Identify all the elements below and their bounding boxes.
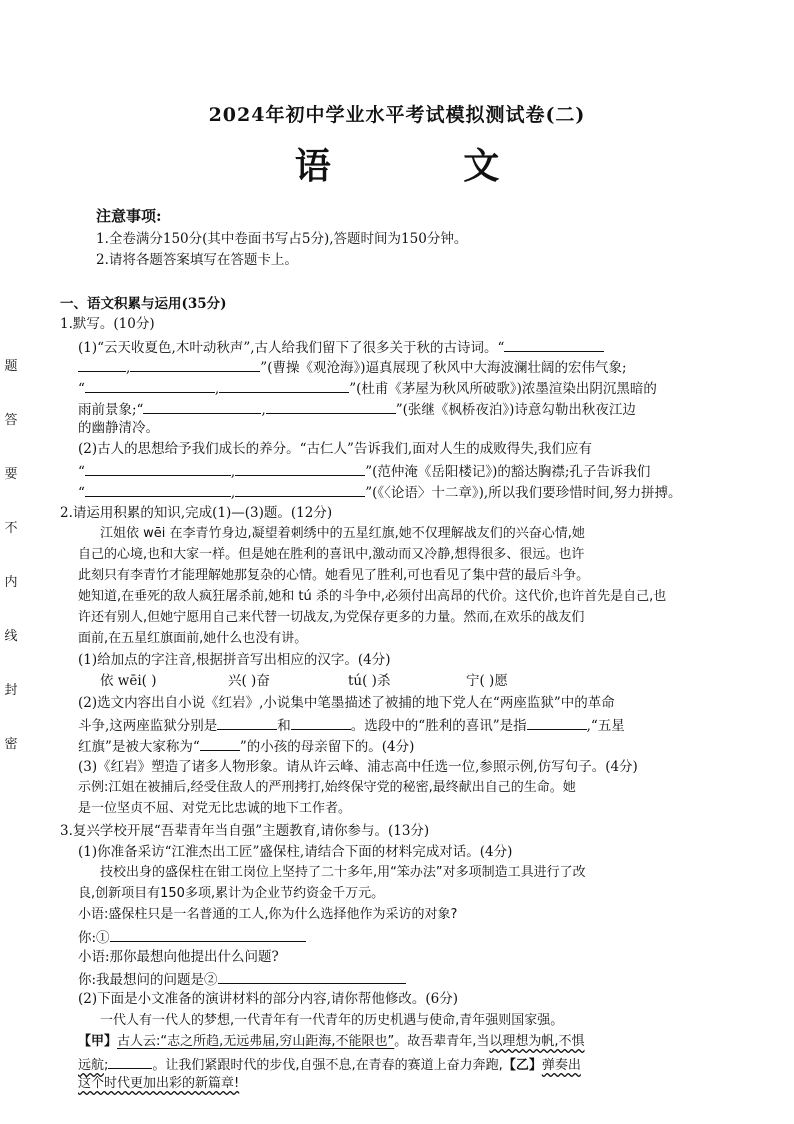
side-char: 内 xyxy=(4,575,18,590)
q3-text: ; xyxy=(104,1058,109,1073)
subject-title: 语 文 xyxy=(294,145,560,187)
q2-sub1: (1)给加点的字注音,根据拼音写出相应的汉字。(4分) xyxy=(78,652,391,668)
q3-dialogue: 小语:那你最想向他提出什么问题? xyxy=(78,949,279,965)
q3-material: 技校出身的盛保柱在钳工岗位上坚持了二十多年,用“笨办法”对多项制造工具进行了改 xyxy=(100,865,586,880)
side-char: 要 xyxy=(4,467,18,482)
side-char: 线 xyxy=(4,629,18,644)
q3-speech-line xyxy=(78,1054,581,1075)
q3-dialogue: 小语:盛保柱只是一名普通的工人,你为什么选择他作为采访的对象? xyxy=(78,907,458,922)
q1-text: (1)“云天收夏色,木叶动秋声”,古人给我们留下了很多关于秋的古诗词。“ xyxy=(78,340,505,356)
question-1-title: 1.默写。(10分) xyxy=(60,316,155,332)
q2-text: 红旗”是被大家称为“ xyxy=(78,739,200,755)
answer-blank[interactable] xyxy=(85,482,231,497)
answer-blank[interactable] xyxy=(235,482,365,497)
q3-sub1: (1)你准备采访“江淮杰出工匠”盛保柱,请结合下面的材料完成对话。(4分) xyxy=(78,844,513,860)
side-char: 密 xyxy=(4,737,18,752)
q2-pinyin-item[interactable]: tú( )杀 xyxy=(348,673,391,689)
q1-text: ”(范仲淹《岳阳楼记》)的豁达胸襟;孔子告诉我们 xyxy=(365,464,651,480)
q3-wavy: 远航 xyxy=(78,1058,105,1073)
answer-blank[interactable] xyxy=(218,969,406,984)
q2-passage: 她知道,在垂死的敌人疯狂屠杀前,她和 tú 杀的斗争中,必须付出高昂的代价。这代价,也许首先是自己,也 xyxy=(78,589,667,604)
answer-blank[interactable] xyxy=(108,1054,152,1069)
q1-comma: , xyxy=(230,464,236,480)
q2-passage: 许还有别人,但她宁愿用自己来代替一切战友,为党保存更多的力量。然而,在欢乐的战友们 xyxy=(78,610,585,625)
q1-text: ”(杜甫《茅屋为秋风所破歌》)浓墨渲染出阴沉黑暗的 xyxy=(349,381,657,397)
side-char: 题 xyxy=(4,359,18,374)
seal-line-notice xyxy=(2,360,20,792)
answer-blank[interactable] xyxy=(110,927,306,942)
q2-passage: 面前,在五星红旗面前,她什么也没有讲。 xyxy=(78,631,308,646)
q2-example: 示例:江姐在被捕后,经受住敌人的严刑拷打,始终保守党的秘密,最终献出自己的生命。她 xyxy=(78,780,576,795)
q3-text: 。故吾辈青年,当 xyxy=(394,1034,490,1049)
q3-dialogue-line xyxy=(78,969,406,989)
side-char: 封 xyxy=(4,683,18,698)
q1-text: ”(《〈论语〉十二章》),所以我们要珍惜时间,努力拼搏。 xyxy=(365,485,682,501)
answer-blank[interactable] xyxy=(78,357,126,372)
q3-wavy: 以理想为帆,不惧 xyxy=(489,1034,585,1049)
q2-text: 斗争,这两座监狱分别是 xyxy=(78,718,218,734)
q1-text: ”(曹操《观沧海》)逼真展现了秋风中大海波澜壮阔的宏伟气象; xyxy=(260,360,627,376)
q2-passage: 自己的心境,也和大家一样。但是她在胜利的喜讯中,激动而又冷静,想得很多、很远。也许 xyxy=(78,547,585,562)
section-title: 一、语文积累与运用(35分) xyxy=(60,296,227,312)
q1-comma: , xyxy=(214,381,220,397)
q1-text: “ xyxy=(78,381,85,397)
answer-blank[interactable] xyxy=(85,378,215,393)
q2-pinyin-item[interactable]: 兴( )奋 xyxy=(228,673,270,689)
q2-passage: 此刻只有李青竹才能理解她那复杂的心情。她看见了胜利,可也看见了集中营的最后斗争。 xyxy=(78,568,590,583)
answer-blank[interactable] xyxy=(200,736,240,751)
answer-blank[interactable] xyxy=(527,715,587,730)
q3-text: 你:① xyxy=(78,930,110,946)
q3-speech xyxy=(78,1075,239,1093)
answer-blank[interactable] xyxy=(85,461,231,476)
q3-material: 良,创新项目有150多项,累计为企业节约资金千万元。 xyxy=(78,886,385,901)
marker-jia: 【甲】 xyxy=(78,1034,118,1049)
q1-line xyxy=(78,337,604,357)
answer-blank[interactable] xyxy=(291,715,351,730)
q3-wavy: 弹奏出 xyxy=(541,1058,581,1073)
q2-sub2-line xyxy=(78,736,414,756)
q3-underlined: 古人云:“志之所趋,无远弗届,穷山距海,不能限也” xyxy=(117,1034,395,1049)
q2-pinyin-item[interactable]: 依 wēi( ) xyxy=(100,673,157,689)
marker-yi: 【乙】 xyxy=(502,1058,542,1073)
q2-pinyin-item[interactable]: 宁( )愿 xyxy=(466,673,508,689)
notice-item: 2.请将各题答案填写在答题卡上。 xyxy=(96,252,298,268)
q1-text: 雨前景象;“ xyxy=(78,402,144,418)
q1-line xyxy=(78,378,657,398)
question-2-title: 2.请运用积累的知识,完成(1)—(3)题。(12分) xyxy=(60,505,333,521)
side-char: 不 xyxy=(4,521,18,536)
question-3-title: 3.复兴学校开展“吾辈青年当自强”主题教育,请你参与。(13分) xyxy=(60,823,430,839)
q2-sub3: (3)《红岩》塑造了诸多人物形象。请从许云峰、浦志高中任选一位,参照示例,仿写句子。(4分) xyxy=(78,759,638,775)
answer-blank[interactable] xyxy=(143,399,261,414)
answer-blank[interactable] xyxy=(130,357,260,372)
answer-blank[interactable] xyxy=(504,337,604,352)
q2-text: ”的小孩的母亲留下的。(4分) xyxy=(239,739,415,755)
q2-text: 和 xyxy=(277,718,291,734)
q1-line: (2)古人的思想给予我们成长的养分。“古仁人”告诉我们,面对人生的成败得失,我们应有 xyxy=(78,441,593,457)
q2-sub2: (2)选文内容出自小说《红岩》,小说集中笔墨描述了被捕的地下党人在“两座监狱”中的革命 xyxy=(78,695,615,711)
q1-comma: , xyxy=(261,402,266,418)
q3-speech-line xyxy=(78,1033,585,1051)
q1-comma: , xyxy=(126,360,131,376)
q1-text: “ xyxy=(78,485,85,501)
q2-example: 是一位坚贞不屈、对党无比忠诚的地下工作者。 xyxy=(78,801,352,816)
q2-text: 。选段中的“胜利的喜讯”是指 xyxy=(350,718,527,734)
q3-text: 。让我们紧跟时代的步伐,自强不息,在青春的赛道上奋力奔跑, xyxy=(152,1058,503,1073)
answer-blank[interactable] xyxy=(217,715,277,730)
notice-heading: 注意事项: xyxy=(96,207,162,225)
q3-dialogue-line xyxy=(78,927,306,947)
q3-text: 你:我最想问的问题是② xyxy=(78,972,218,988)
exam-title: 2024年初中学业水平考试模拟测试卷(二) xyxy=(208,104,586,126)
q1-text: ”(张继《枫桥夜泊》)诗意勾勒出秋夜江边 xyxy=(395,402,636,418)
q2-sub2-line xyxy=(78,715,625,735)
q2-text: ,“五星 xyxy=(586,718,625,734)
q1-line xyxy=(78,399,636,419)
q1-line xyxy=(78,357,627,377)
answer-blank[interactable] xyxy=(235,461,365,476)
q2-passage: 江姐依 wēi 在李青竹身边,凝望着刺绣中的五星红旗,她不仅理解战友们的兴奋心情,她 xyxy=(100,526,585,541)
q3-speech: 一代人有一代人的梦想,一代青年有一代青年的历史机遇与使命,青年强则国家强。 xyxy=(100,1013,564,1028)
q1-comma: , xyxy=(230,485,236,501)
q1-text: “ xyxy=(78,464,85,480)
q1-line xyxy=(78,461,650,481)
q3-sub2: (2)下面是小文准备的演讲材料的部分内容,请你帮他修改。(6分) xyxy=(78,991,459,1007)
q3-wavy: 这个时代更加出彩的新篇章! xyxy=(78,1076,240,1091)
side-char: 答 xyxy=(4,413,18,428)
notice-item: 1.全卷满分150分(其中卷面书写占5分),答题时间为150分钟。 xyxy=(96,231,468,247)
answer-blank[interactable] xyxy=(266,399,396,414)
q1-line xyxy=(78,482,681,502)
q1-line: 的幽静清冷。 xyxy=(78,420,159,436)
answer-blank[interactable] xyxy=(219,378,349,393)
